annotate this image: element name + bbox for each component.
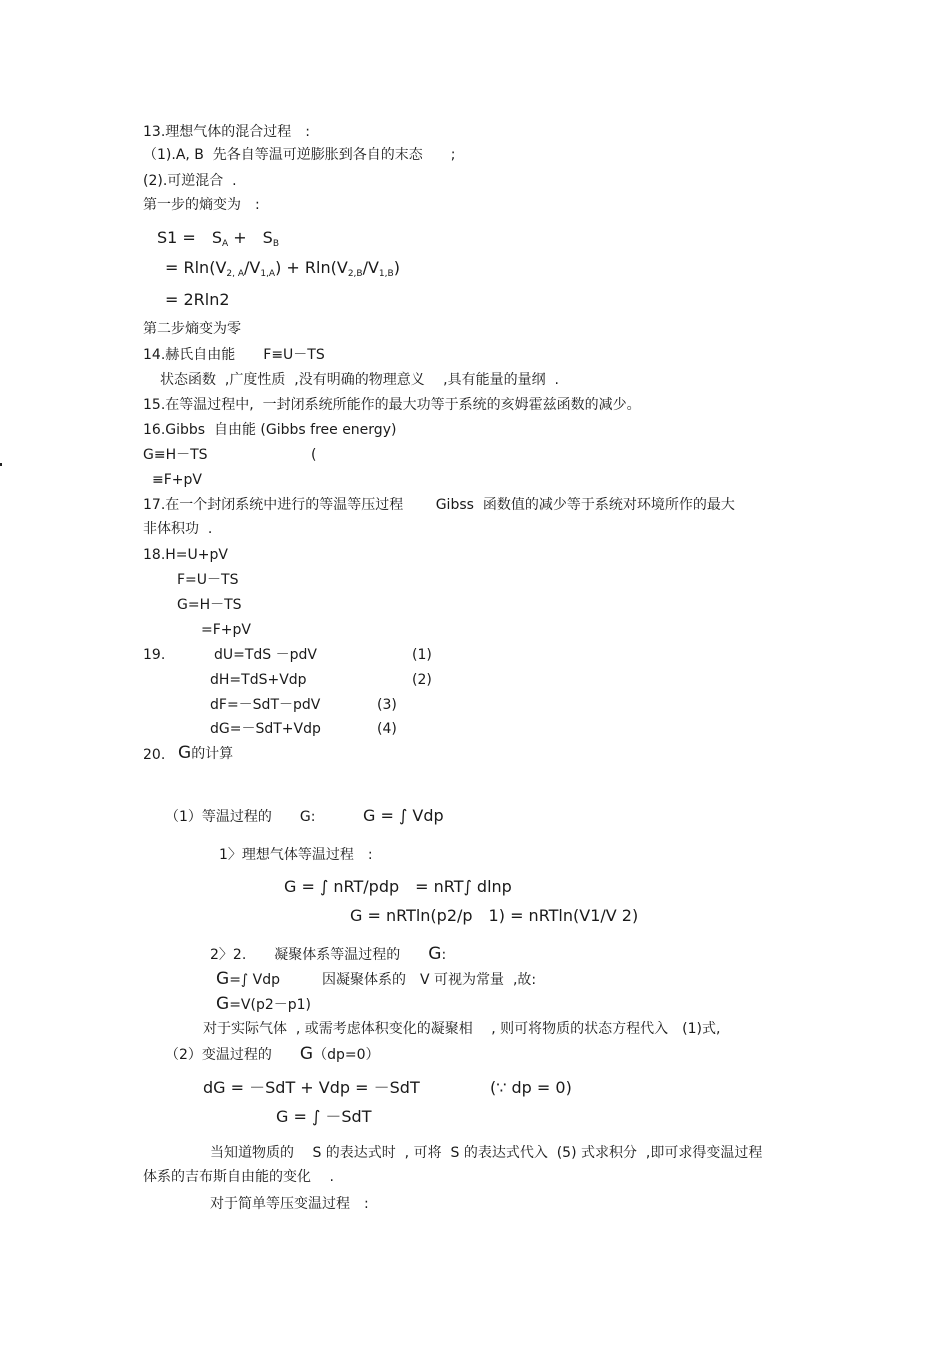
- equation-number-4: (4): [377, 721, 397, 737]
- equation-dh: dH=TdS+Vdp: [210, 672, 307, 688]
- item-14-description: 状态函数 ,广度性质 ,没有明确的物理意义 ,具有能量的量纲 .: [160, 372, 559, 388]
- variable-temp-heading: （2）变温过程的 G（dp=0）: [165, 1044, 380, 1064]
- entropy-result-equation: = 2Rln2: [165, 290, 230, 309]
- entropy-rln-equation: = $Rln(V_{2, A}/V_{1,A}) + Rln(V_{2,B}/V_{1,B})$: [165, 258, 400, 279]
- isobaric-heading: 对于简单等压变温过程 :: [210, 1196, 369, 1212]
- variable-temp-integral: G = ∫ －SdT: [276, 1107, 372, 1126]
- item-13-title: 13.理想气体的混合过程 :: [143, 124, 310, 140]
- item-18-gibbs-alt: =F+pV: [201, 622, 251, 638]
- item-20-number: 20.: [143, 747, 166, 763]
- equation-number-1: (1): [412, 647, 432, 663]
- equation-du: dU=TdS －pdV: [214, 647, 317, 663]
- item-20-title: G的计算: [178, 743, 234, 763]
- equation-dg: dG=－SdT+Vdp: [210, 721, 321, 737]
- isothermal-heading: （1）等温过程的 G:: [165, 809, 316, 825]
- item-17-line-1: 17.在一个封闭系统中进行的等温等压过程 Gibss 函数值的减少等于系统对环境所作的最大: [143, 497, 735, 513]
- equation-number-3: (3): [377, 697, 397, 713]
- entropy-expression-note-2: 体系的吉布斯自由能的变化 .: [143, 1169, 334, 1185]
- item-16-title: 16.Gibbs 自由能 (Gibbs free energy): [143, 422, 397, 438]
- item-18-helmholtz: F=U－TS: [177, 572, 239, 588]
- condensed-result: G=V(p2－p1): [216, 994, 312, 1014]
- item-18-gibbs: G=H－TS: [177, 597, 242, 613]
- variable-temp-equation: dG = －SdT + Vdp = －SdT: [203, 1078, 420, 1097]
- isothermal-equation: G = ∫ Vdp: [363, 806, 444, 825]
- variable-temp-condition: (∵ dp = 0): [490, 1078, 572, 1097]
- condensed-heading: 2〉2. 凝聚体系等温过程的 G:: [210, 944, 447, 964]
- gibbs-open-paren: (: [311, 447, 317, 463]
- ideal-gas-equation-2: G = nRTln(p2/p 1) = nRTln(V1/V 2): [350, 906, 639, 925]
- entropy-sum-equation: S1 = $S_A$ + $S_B$: [157, 228, 280, 249]
- equation-number-2: (2): [412, 672, 432, 688]
- item-13-step-1: （1).A, B 先各自等温可逆膨胀到各自的末态 ;: [143, 147, 456, 163]
- ideal-gas-heading: 1〉理想气体等温过程 :: [219, 847, 373, 863]
- real-gas-note: 对于实际气体 , 或需考虑体积变化的凝聚相 , 则可将物质的状态方程代入 (1)式,: [203, 1021, 721, 1037]
- margin-mark: [0, 463, 2, 466]
- gibbs-alt-definition: ≡F+pV: [152, 472, 202, 488]
- item-14-title: 14.赫氏自由能 F≡U－TS: [143, 347, 325, 363]
- item-13-step-2: (2).可逆混合 .: [143, 173, 237, 189]
- item-18-enthalpy: 18.H=U+pV: [143, 547, 228, 563]
- entropy-expression-note-1: 当知道物质的 S 的表达式时 , 可将 S 的表达式代入 (5) 式求积分 ,即可求得变温过程: [210, 1145, 763, 1161]
- gibbs-definition: G≡H－TS: [143, 447, 208, 463]
- item-15-text: 15.在等温过程中, 一封闭系统所能作的最大功等于系统的亥姆霍兹函数的减少。: [143, 397, 641, 413]
- item-17-line-2: 非体积功 .: [143, 521, 213, 537]
- step2-text: 第二步熵变为零: [143, 321, 241, 337]
- equation-df: dF=－SdT－pdV: [210, 697, 321, 713]
- item-19-number: 19.: [143, 647, 166, 663]
- step1-heading: 第一步的熵变为 :: [143, 197, 260, 213]
- ideal-gas-equation-1: G = ∫ nRT/pdp = nRT∫ dlnp: [284, 877, 512, 896]
- condensed-integral: G=∫ Vdp 因凝聚体系的 V 可视为常量 ,故:: [216, 969, 537, 989]
